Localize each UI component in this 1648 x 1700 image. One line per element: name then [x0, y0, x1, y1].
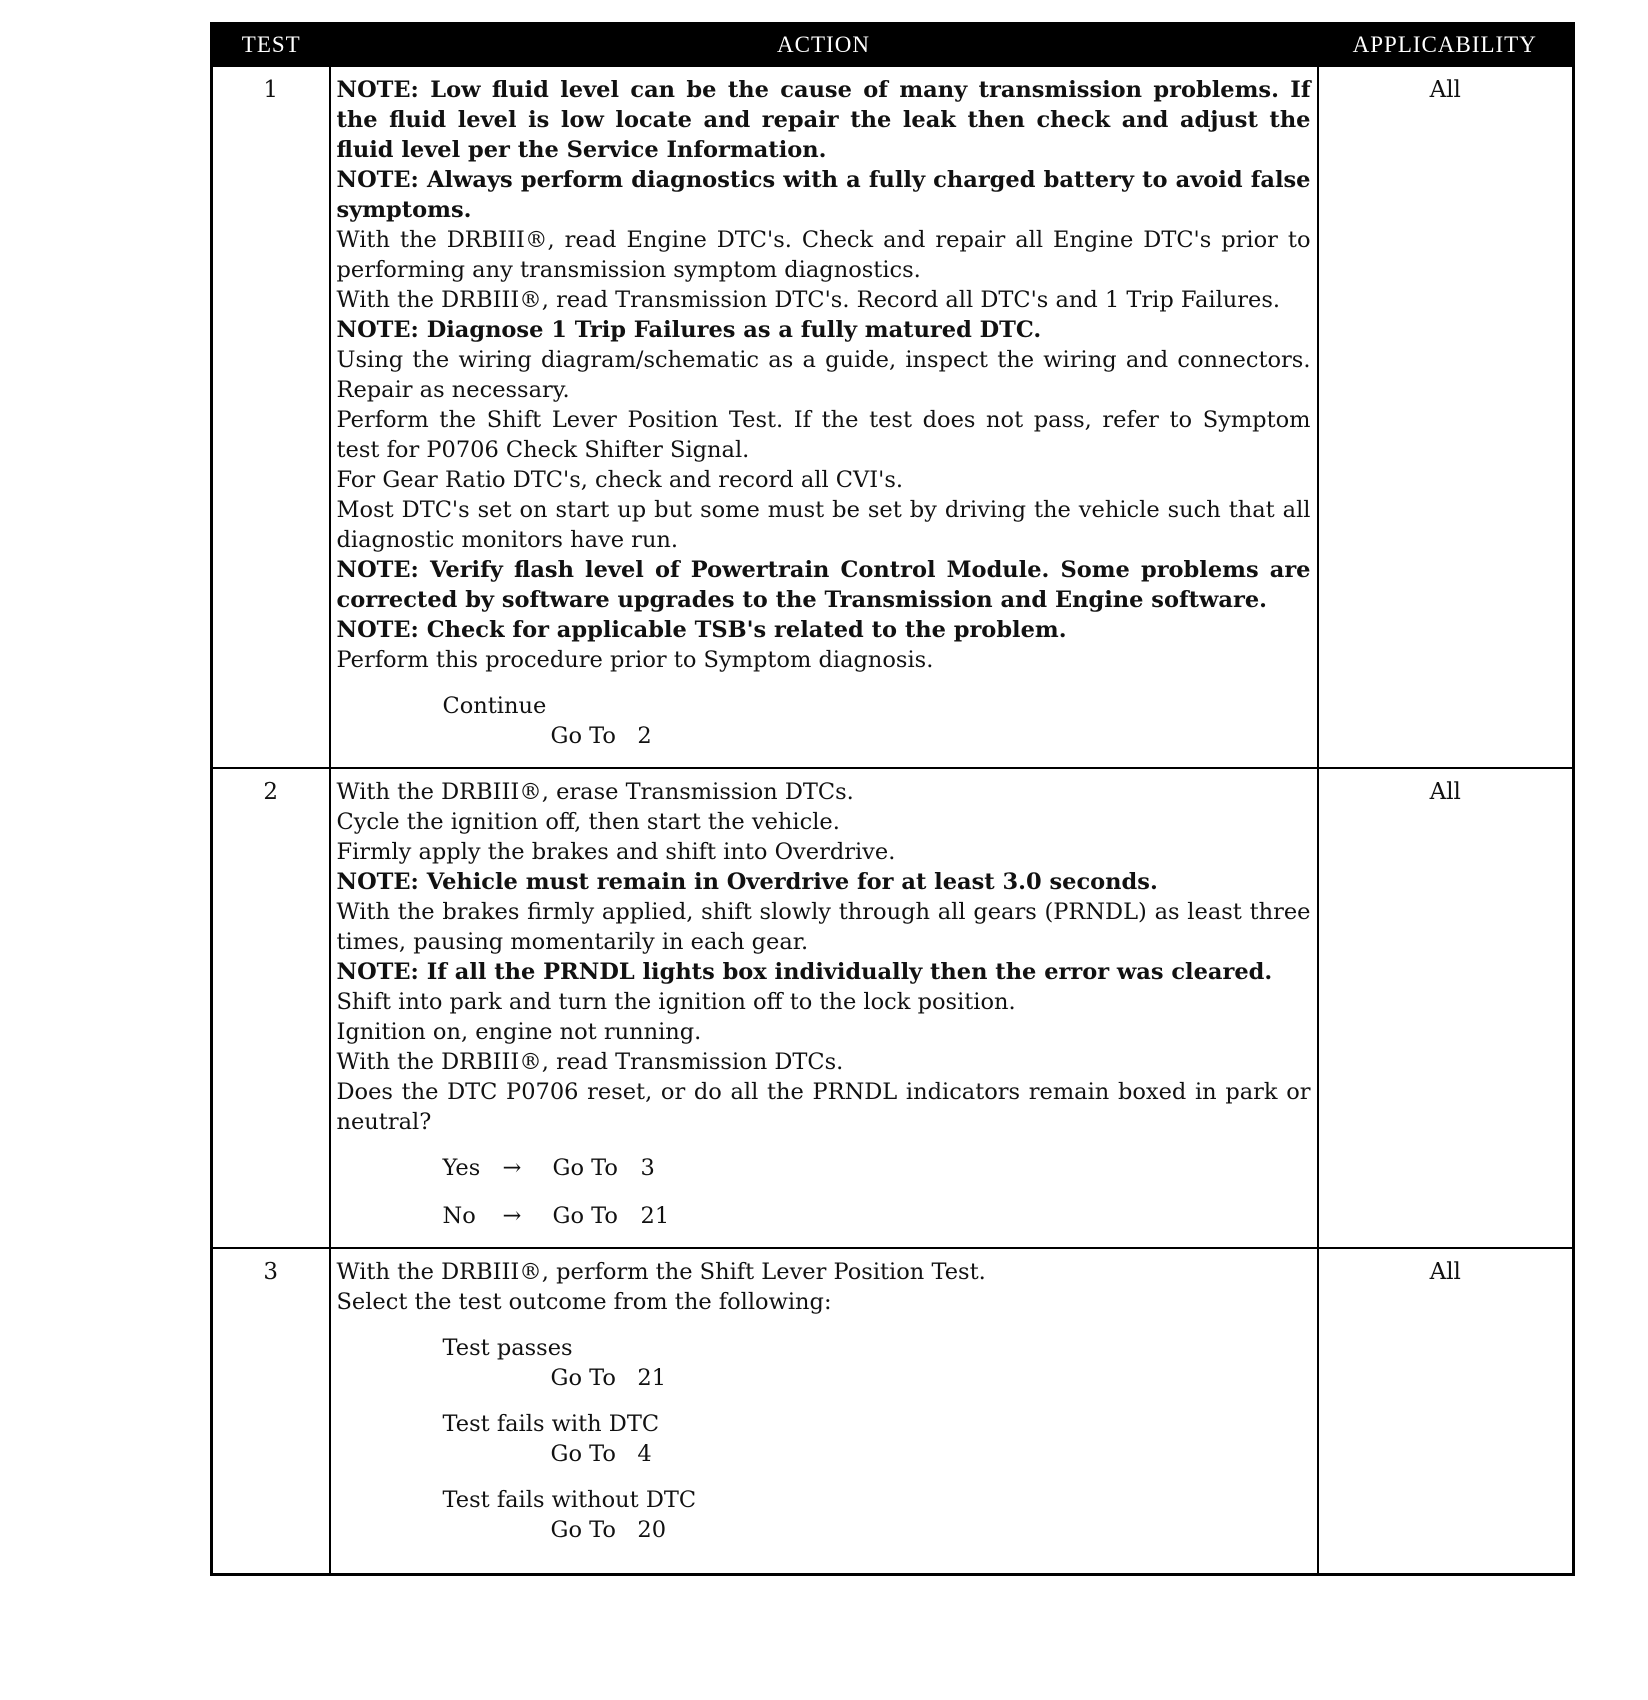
action-line: With the DRBIII®, read Transmission DTCs.	[336, 1049, 844, 1075]
test-number: 3	[212, 1248, 330, 1575]
outcome-fails-without-dtc[interactable]	[337, 1485, 1311, 1545]
note-line: NOTE: Low fluid level can be the cause of many transmission problems. If the fluid level is low locate and repair the leak then check and adjust the fluid level per the Service Information.	[336, 77, 1311, 163]
note-line: NOTE: If all the PRNDL lights box individually then the error was cleared.	[336, 959, 1273, 985]
action-line: With the brakes firmly applied, shift slowly through all gears (PRNDL) as least three times, pausing momentarily in each gear.	[336, 899, 1311, 955]
action-cell	[330, 768, 1318, 1248]
answer-label: No	[442, 1203, 476, 1229]
action-line: With the DRBIII®, read Transmission DTC's. Record all DTC's and 1 Trip Failures.	[336, 287, 1281, 313]
note-line: NOTE: Always perform diagnostics with a fully charged battery to avoid false symptoms.	[336, 167, 1311, 223]
action-line: Firmly apply the brakes and shift into Overdrive.	[336, 839, 896, 865]
goto-link[interactable]: Go To 21	[550, 1365, 667, 1391]
header-test: TEST	[212, 24, 330, 67]
action-cell	[330, 1248, 1318, 1575]
action-line: Most DTC's set on start up but some must be set by driving the vehicle such that all diagnostic monitors have run.	[336, 497, 1311, 553]
outcome-label: Test passes	[442, 1335, 573, 1361]
action-line: Using the wiring diagram/schematic as a guide, inspect the wiring and connectors. Repair as necessary.	[336, 347, 1311, 403]
note-line: NOTE: Check for applicable TSB's related to the problem.	[336, 617, 1067, 643]
table-row	[212, 768, 1574, 1248]
action-line: With the DRBIII®, read Engine DTC's. Check and repair all Engine DTC's prior to performing any transmission symptom diagnostics.	[336, 227, 1311, 283]
applicability-value: All	[1318, 66, 1574, 768]
arrow-icon: →	[502, 1155, 522, 1181]
header-applicability: APPLICABILITY	[1318, 24, 1574, 67]
goto-link[interactable]: Go To 2	[550, 723, 652, 749]
answer-no[interactable]	[337, 1201, 1311, 1231]
test-number: 2	[212, 768, 330, 1248]
action-line: Shift into park and turn the ignition off to the lock position.	[336, 989, 1016, 1015]
goto-label: Go To	[552, 1155, 618, 1181]
action-line: With the DRBIII®, erase Transmission DTCs.	[336, 779, 854, 805]
outcome-label: Test fails with DTC	[442, 1411, 660, 1437]
goto-target: 21	[640, 1203, 670, 1229]
action-cell	[330, 66, 1318, 768]
table-row	[212, 66, 1574, 768]
action-line: With the DRBIII®, perform the Shift Lever Position Test.	[336, 1259, 986, 1285]
action-line: Ignition on, engine not running.	[336, 1019, 702, 1045]
table-row	[212, 1248, 1574, 1575]
goto-label: Go To	[552, 1203, 618, 1229]
note-line: NOTE: Verify flash level of Powertrain Control Module. Some problems are corrected by software upgrades to the Transmission and Engine software.	[336, 557, 1311, 613]
outcome-label: Test fails without DTC	[442, 1487, 697, 1513]
applicability-value: All	[1318, 1248, 1574, 1575]
note-line: NOTE: Diagnose 1 Trip Failures as a fully matured DTC.	[336, 317, 1042, 343]
answer-label: Yes	[442, 1155, 481, 1181]
action-line: Select the test outcome from the following:	[336, 1289, 832, 1315]
action-line: Cycle the ignition off, then start the vehicle.	[336, 809, 840, 835]
action-line: Does the DTC P0706 reset, or do all the PRNDL indicators remain boxed in park or neutral?	[336, 1079, 1311, 1135]
note-line: NOTE: Vehicle must remain in Overdrive for at least 3.0 seconds.	[336, 869, 1158, 895]
header-row	[212, 24, 1574, 67]
arrow-icon: →	[502, 1203, 522, 1229]
test-number: 1	[212, 66, 330, 768]
branch-label: Continue	[442, 693, 547, 719]
header-action: ACTION	[330, 24, 1318, 67]
action-line: Perform this procedure prior to Symptom diagnosis.	[336, 647, 934, 673]
goto-link[interactable]: Go To 20	[550, 1517, 667, 1543]
goto-target: 3	[640, 1155, 655, 1181]
action-line: For Gear Ratio DTC's, check and record all CVI's.	[336, 467, 904, 493]
outcome-fails-with-dtc[interactable]	[337, 1409, 1311, 1469]
goto-link[interactable]: Go To 4	[550, 1441, 652, 1467]
action-line: Perform the Shift Lever Position Test. If the test does not pass, refer to Symptom test for P0706 Check Shifter Signal.	[336, 407, 1311, 463]
applicability-value: All	[1318, 768, 1574, 1248]
diagnostic-table	[210, 22, 1575, 1576]
answer-yes[interactable]	[337, 1153, 1311, 1183]
outcome-test-passes[interactable]	[337, 1333, 1311, 1393]
continue-branch	[337, 691, 1311, 751]
